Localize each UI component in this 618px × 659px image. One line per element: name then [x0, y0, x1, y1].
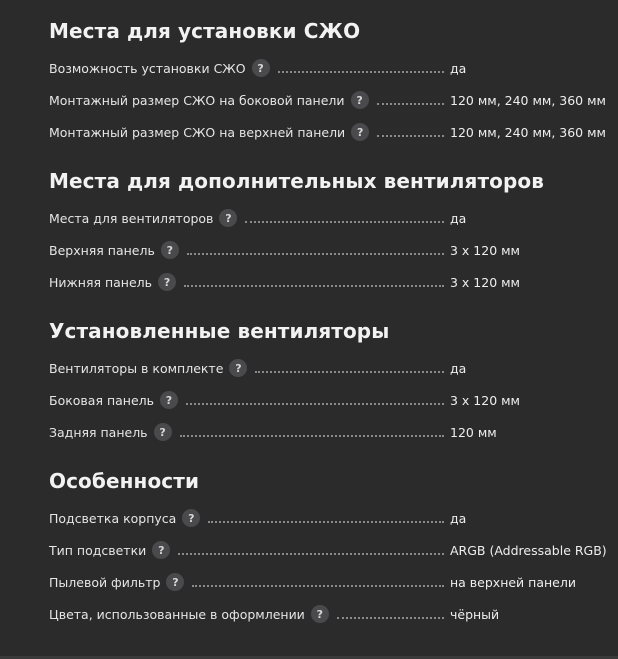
dotted-leader	[178, 552, 444, 555]
spec-row	[49, 84, 606, 116]
spec-label: Пылевой фильтр	[49, 574, 161, 590]
spec-row	[49, 234, 600, 266]
spec-value: да	[450, 510, 467, 526]
question-circle-icon[interactable]: ?	[229, 359, 247, 377]
dotted-leader	[255, 370, 444, 373]
spec-row	[49, 266, 600, 298]
spec-label: Боковая панель	[49, 392, 154, 408]
spec-value: чёрный	[450, 606, 500, 622]
section-installed-fans	[49, 318, 600, 448]
spec-label: Места для вентиляторов	[49, 210, 214, 226]
dotted-leader	[186, 402, 444, 405]
question-circle-icon[interactable]: ?	[182, 509, 200, 527]
spec-value: ARGB (Addressable RGB)	[450, 542, 607, 558]
question-circle-icon[interactable]: ?	[351, 123, 369, 141]
spec-row	[49, 52, 600, 84]
spec-label: Тип подсветки	[49, 542, 147, 558]
question-circle-icon[interactable]: ?	[158, 273, 176, 291]
spec-label: Монтажный размер СЖО на боковой панели	[49, 92, 345, 108]
spec-label: Вентиляторы в комплекте	[49, 360, 224, 376]
spec-value: 120 мм	[450, 424, 497, 440]
spec-row	[49, 116, 606, 148]
spec-label: Нижняя панель	[49, 274, 153, 290]
spec-value: 120 мм, 240 мм, 360 мм	[450, 124, 606, 140]
section-features	[49, 468, 607, 630]
dotted-leader	[245, 220, 444, 223]
dotted-leader	[377, 134, 444, 137]
spec-value: 3 x 120 мм	[450, 274, 520, 290]
question-circle-icon[interactable]: ?	[166, 573, 184, 591]
spec-label: Задняя панель	[49, 424, 148, 440]
dotted-leader	[192, 584, 444, 587]
question-circle-icon[interactable]: ?	[252, 59, 270, 77]
question-circle-icon[interactable]: ?	[219, 209, 237, 227]
spec-row	[49, 598, 600, 630]
dotted-leader	[187, 252, 444, 255]
spec-value: на верхней панели	[450, 574, 576, 590]
spec-value: да	[450, 360, 467, 376]
spec-label: Подсветка корпуса	[49, 510, 177, 526]
spec-row	[49, 534, 607, 566]
question-circle-icon[interactable]: ?	[152, 541, 170, 559]
spec-value: да	[450, 210, 467, 226]
section-liquid-cooling	[49, 18, 606, 148]
dotted-leader	[184, 284, 444, 287]
spec-row	[49, 416, 600, 448]
dotted-leader	[377, 102, 444, 105]
spec-row	[49, 502, 600, 534]
section-title: Места для дополнительных вентиляторов	[49, 169, 545, 193]
spec-row	[49, 202, 600, 234]
section-title: Места для установки СЖО	[49, 19, 361, 43]
question-circle-icon[interactable]: ?	[351, 91, 369, 109]
dotted-leader	[337, 616, 444, 619]
spec-label: Верхняя панель	[49, 242, 155, 258]
section-extra-fans	[49, 168, 600, 298]
spec-value: 120 мм, 240 мм, 360 мм	[450, 92, 606, 108]
question-circle-icon[interactable]: ?	[311, 605, 329, 623]
spec-label: Возможность установки СЖО	[49, 60, 246, 76]
question-circle-icon[interactable]: ?	[154, 423, 172, 441]
spec-row	[49, 566, 600, 598]
spec-label: Монтажный размер СЖО на верхней панели	[49, 124, 346, 140]
section-title: Установленные вентиляторы	[49, 319, 390, 343]
section-title: Особенности	[49, 469, 200, 493]
dotted-leader	[180, 434, 444, 437]
spec-row	[49, 352, 600, 384]
dotted-leader	[278, 70, 444, 73]
spec-value: да	[450, 60, 467, 76]
question-circle-icon[interactable]: ?	[160, 391, 178, 409]
dotted-leader	[208, 520, 444, 523]
spec-label: Цвета, использованные в оформлении	[49, 606, 305, 622]
question-circle-icon[interactable]: ?	[161, 241, 179, 259]
spec-row	[49, 384, 600, 416]
spec-value: 3 x 120 мм	[450, 242, 520, 258]
spec-value: 3 x 120 мм	[450, 392, 520, 408]
